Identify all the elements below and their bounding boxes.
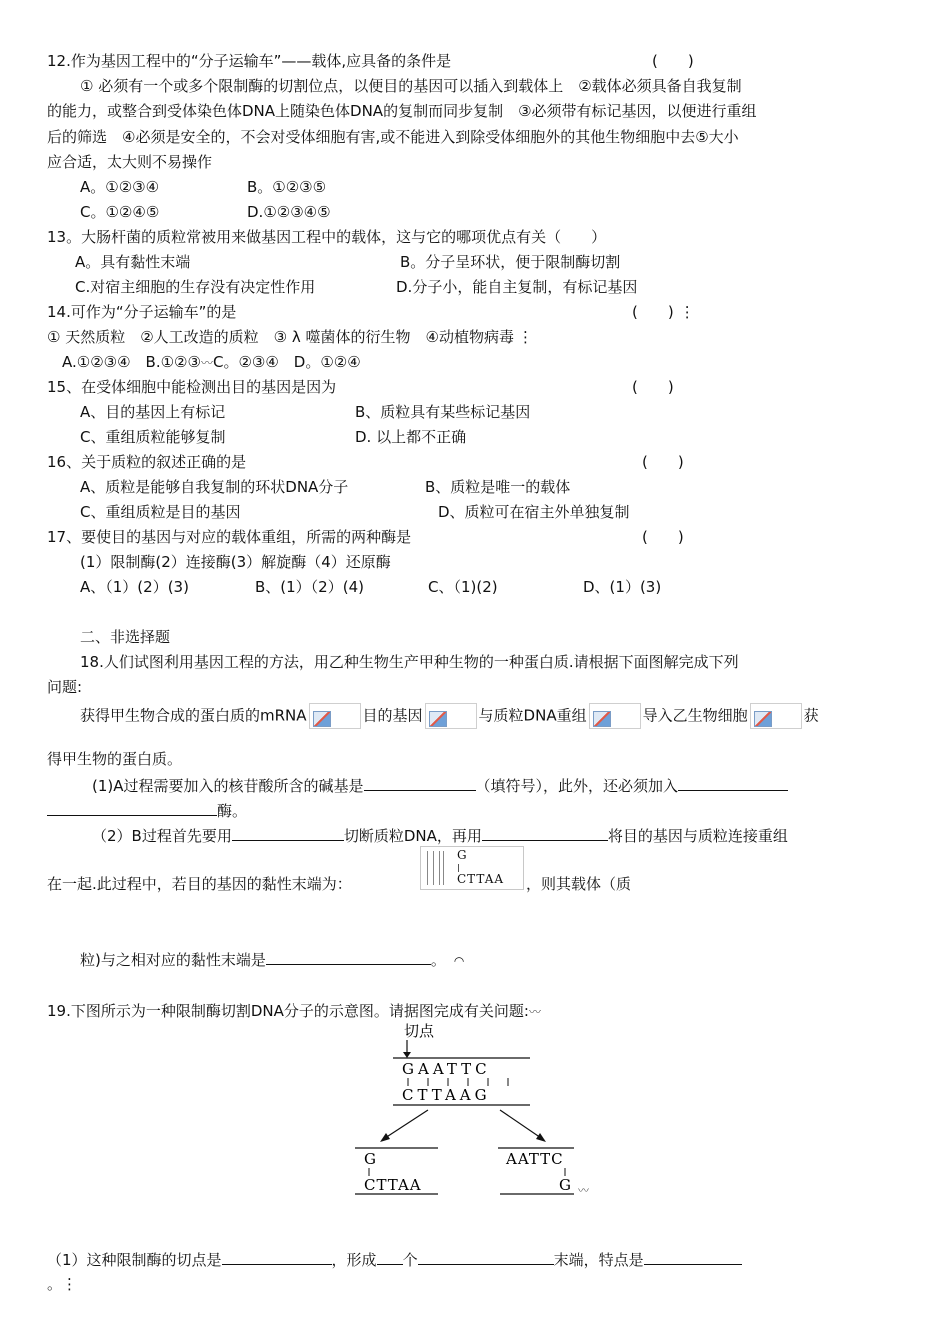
q18-flow-diagram: [80, 703, 819, 729]
q12-answer-paren: ( ): [652, 52, 694, 70]
q14-options: A.①②③④ B.①②③〰C。②③④ D。①②④: [62, 353, 361, 371]
sticky-end-figure: [420, 846, 524, 890]
q14-answer-paren: ( ) ⋮: [632, 303, 695, 321]
q17-option-c: C、（1)(2): [428, 578, 498, 596]
top-sequence: GAATTC: [402, 1060, 491, 1078]
q15-option-b: B、质粒具有某些标记基因: [355, 403, 531, 421]
q18-part-1: (1)A过程需要加入的核苷酸所含的碱基是 （填符号），此外，还必须加入: [92, 774, 788, 797]
q13-option-a: A。具有黏性末端: [75, 253, 191, 271]
broken-image-icon: [309, 703, 361, 729]
right-arrow-head-icon: [536, 1133, 546, 1142]
q19-part-1-end: 。⋮: [47, 1275, 78, 1293]
q15-stem: 15、在受体细胞中能检测出目的基因是因为: [47, 378, 337, 396]
q12-line-3: 后的筛选 ④必须是安全的，不会对受体细胞有害,或不能进入到除受体细胞外的其他生物细胞中去⑤大小: [47, 128, 739, 146]
q17-answer-paren: ( ): [642, 528, 684, 546]
right-arrow-line: [500, 1110, 544, 1140]
sticky-end-bottom: CTTAA: [457, 872, 505, 886]
broken-image-icon: [425, 703, 477, 729]
answer-blank[interactable]: [222, 1248, 332, 1265]
answer-blank[interactable]: [364, 774, 476, 791]
q16-answer-paren: ( ): [642, 453, 684, 471]
q12-option-c: C。①②④⑤: [80, 203, 160, 221]
left-fragment-bottom: CTTAA: [364, 1176, 422, 1194]
q18-line-1: 18.人们试图利用基因工程的方法，用乙种生物生产甲种生物的一种蛋白质.请根据下面图解完成下列: [80, 653, 739, 671]
q12-stem: 12.作为基因工程中的“分子运输车”——载体,应具备的条件是: [47, 52, 452, 70]
q19-part-1: （1）这种限制酶的切点是 ，形成 个 末端，特点是: [47, 1248, 742, 1271]
flow-step-obtain: 获: [803, 706, 819, 725]
cut-arrow-head-icon: [403, 1052, 411, 1058]
q18-line-3: 得甲生物的蛋白质。: [47, 750, 183, 768]
q17-option-d: D、(1）(3): [583, 578, 662, 596]
flow-step-recombine: 与质粒DNA重组: [478, 706, 587, 725]
q15-option-a: A、目的基因上有标记: [80, 403, 226, 421]
q16-option-b: B、质粒是唯一的载体: [425, 478, 571, 496]
q18-line-2: 问题:: [47, 678, 83, 696]
answer-blank[interactable]: [377, 1248, 403, 1265]
q12-line-4: 应合适，太大则不易操作: [47, 153, 213, 171]
q18-part-2: （2）B过程首先要用 切断质粒DNA，再用 将目的基因与质粒连接重组: [92, 824, 788, 847]
q12-line-1: ① 必须有一个或多个限制酶的切割位点，以便目的基因可以插入到载体上 ②载体必须具备自我复制: [80, 77, 742, 95]
broken-image-icon: [750, 703, 802, 729]
q14-line-1: ① 天然质粒 ②人工改造的质粒 ③ λ 噬菌体的衍生物 ④动植物病毒 ⋮: [47, 328, 533, 346]
flow-step-import: 导入乙生物细胞: [642, 706, 748, 725]
right-fragment-bottom: G: [559, 1176, 571, 1194]
sticky-end-top: G: [457, 848, 468, 862]
left-arrow-line: [382, 1110, 428, 1140]
q12-option-d: D.①②③④⑤: [247, 203, 331, 221]
q18-part-2-cont: 在一起.此过程中，若目的基因的黏性末端为：: [47, 875, 352, 893]
q16-option-d: D、质粒可在宿主外单独复制: [438, 503, 630, 521]
squiggle-mark-icon: 〰: [578, 1184, 589, 1197]
q16-option-a: A、质粒是能够自我复制的环状DNA分子: [80, 478, 349, 496]
answer-blank[interactable]: [482, 824, 608, 841]
answer-blank[interactable]: [266, 948, 431, 965]
squiggle-mark-icon: 〰: [528, 1005, 541, 1019]
left-fragment-top: G: [364, 1150, 376, 1168]
q16-stem: 16、关于质粒的叙述正确的是: [47, 453, 247, 471]
q17-option-a: A、（1）(2）(3): [80, 578, 189, 596]
q12-option-a: A。①②③④: [80, 178, 160, 196]
q14-stem: 14.可作为“分子运输车”的是: [47, 303, 237, 321]
q13-option-c: C.对宿主细胞的生存没有决定性作用: [75, 278, 316, 296]
answer-blank[interactable]: [678, 774, 788, 791]
q17-option-b: B、(1）（2）(4): [255, 578, 364, 596]
q18-part-2-tail: ，则其载体（质: [526, 875, 632, 893]
q15-option-c: C、重组质粒能够复制: [80, 428, 226, 446]
q15-answer-paren: ( ): [632, 378, 674, 396]
q13-option-d: D.分子小，能自主复制，有标记基因: [396, 278, 638, 296]
q17-stem: 17、要使目的基因与对应的载体重组，所需的两种酶是: [47, 528, 412, 546]
q12-line-2: 的能力，或整合到受体染色体DNA上随染色体DNA的复制而同步复制 ③必须带有标记基因，以便进行重组: [47, 102, 757, 120]
q17-line-1: (1）限制酶(2）连接酶(3）解旋酶（4）还原酶: [80, 553, 391, 571]
section-heading: 二、非选择题: [80, 628, 171, 646]
flow-step-gene: 目的基因: [362, 706, 423, 725]
q18-part-1-cont: 酶。: [47, 799, 247, 822]
broken-image-icon: [589, 703, 641, 729]
q18-part-2-end: 粒)与之相对应的黏性末端是 。 ◠: [80, 948, 464, 972]
q12-option-b: B。①②③⑤: [247, 178, 327, 196]
q16-option-c: C、重组质粒是目的基因: [80, 503, 241, 521]
q13-option-b: B。分子呈环状，便于限制酶切割: [400, 253, 621, 271]
base-pair-bonds: [408, 1078, 508, 1086]
answer-blank[interactable]: [644, 1248, 742, 1265]
q15-option-d: D. 以上都不正确: [355, 428, 467, 446]
cut-point-label: 切点: [404, 1022, 435, 1040]
squiggle-mark-icon: 〰: [200, 356, 213, 370]
answer-blank[interactable]: [232, 824, 344, 841]
flow-step-mrna: 获得甲生物合成的蛋白质的mRNA: [80, 706, 307, 725]
restriction-enzyme-diagram: [340, 1018, 610, 1200]
bottom-sequence: CTTAAG: [402, 1086, 491, 1104]
left-arrow-head-icon: [380, 1133, 390, 1142]
answer-blank[interactable]: [47, 799, 217, 816]
q19-stem: 19.下图所示为一种限制酶切割DNA分子的示意图。请据图完成有关问题:〰: [47, 1002, 541, 1020]
right-fragment-top: AATTC: [506, 1150, 564, 1168]
q13-stem: 13。大肠杆菌的质粒常被用来做基因工程中的载体，这与它的哪项优点有关（ ）: [47, 228, 607, 246]
answer-blank[interactable]: [418, 1248, 554, 1265]
